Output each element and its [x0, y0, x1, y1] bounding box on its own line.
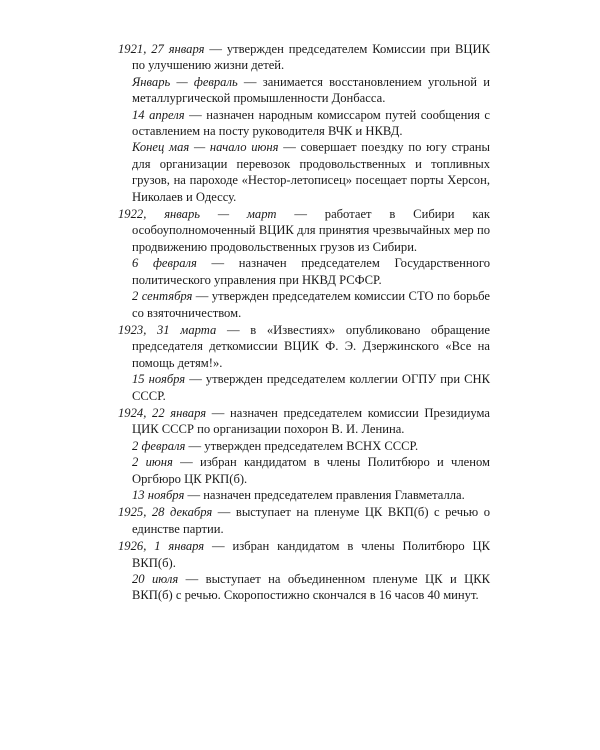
sub-text: — занимается восстановлением угольной и металлургической промышленности Донбасса. [132, 74, 490, 106]
sub-text: — совершает поездку по югу страны для организации перевозок продовольственных и топливных грузов, на пароходе «Нестор-летописец» посещает порты Херсон, Николаев и Одессу. [132, 140, 491, 204]
entry-paragraph [118, 322, 490, 371]
sub-paragraph [118, 487, 490, 503]
sub-date: 2 июня [132, 455, 173, 470]
sub-text: — назначен народным комиссаром путей сообщения с оставлением на посту руководителя ВЧК и НКВД. [132, 107, 490, 139]
sub-paragraph [118, 438, 490, 454]
entry-1922 [118, 206, 490, 321]
sub-paragraph [118, 454, 490, 487]
sub-paragraph [118, 107, 490, 140]
sub-date: 20 июля [132, 572, 179, 586]
sub-text: — утвержден председателем ВСНХ СССР. [185, 438, 419, 453]
entry-text: — избран кандидатом в члены Политбюро ЦК ВКП(б). [132, 539, 490, 570]
sub-date: 6 февраля [132, 256, 197, 271]
sub-text: — выступает на объединенном пленуме ЦК и ЦКК ВКП(б) с речью. Скоропостижно скончался в 16 часов 40 минут. [132, 572, 490, 603]
sub-paragraph [118, 371, 490, 404]
sub-date: 2 сентября [132, 289, 193, 304]
sub-text: — назначен председателем правления Главметалла. [184, 487, 465, 502]
entry-text: — в «Известиях» опубликовано обращение председателя деткомиссии ВЦИК Ф. Э. Дзержинского «Все на помощь детям!». [132, 322, 490, 370]
entry-paragraph [118, 538, 490, 571]
entry-date: 1926, 1 января [118, 539, 205, 554]
sub-paragraph [118, 74, 490, 107]
entry-1925 [118, 504, 490, 537]
entry-paragraph [118, 41, 490, 74]
chronology-page [118, 41, 490, 605]
sub-date: 2 февраля [132, 438, 186, 453]
entry-text: — назначен председателем комиссии Президиума ЦИК СССР по организации похорон В. И. Ленина. [132, 405, 490, 437]
sub-text: — назначен председателем Государственного политического управления при НКВД РСФСР. [132, 256, 490, 287]
entry-text: — утвержден председателем Комиссии при ВЦИК по улучшению жизни детей. [132, 42, 490, 73]
sub-paragraph [118, 288, 490, 321]
sub-date: 13 ноября [132, 487, 185, 502]
entry-paragraph [118, 504, 490, 537]
sub-paragraph [118, 571, 490, 604]
entry-date: 1924, 22 января [118, 405, 207, 420]
entry-1926 [118, 538, 490, 604]
entry-text: — работает в Сибири как особоуполномоченный ВЦИК для принятия чрезвычайных мер по продвижению продовольственных грузов из Сибири. [132, 207, 490, 254]
entry-date: 1923, 31 марта [118, 322, 217, 337]
sub-text: — утвержден председателем коллегии ОГПУ при СНК СССР. [132, 372, 491, 403]
entry-date: 1921, 27 января [118, 42, 205, 56]
sub-date: Январь — февраль [132, 74, 238, 89]
entry-text: — выступает на пленуме ЦК ВКП(б) с речью о единстве партии. [132, 505, 490, 536]
entry-1923 [118, 322, 490, 404]
entry-1924 [118, 405, 490, 503]
entry-date: 1922, январь — март [118, 207, 277, 222]
sub-text: — избран кандидатом в члены Политбюро и членом Оргбюро ЦК РКП(б). [132, 455, 490, 486]
entry-paragraph [118, 405, 490, 438]
sub-text: — утвержден председателем комиссии СТО по борьбе со взяточничеством. [132, 289, 490, 320]
sub-paragraph [118, 255, 490, 288]
sub-date: 15 ноября [132, 372, 186, 387]
entry-date: 1925, 28 декабря [118, 505, 213, 520]
entry-paragraph [118, 206, 490, 255]
entry-1921 [118, 41, 490, 205]
sub-date: Конец мая — начало июня [132, 140, 279, 155]
sub-date: 14 апреля [132, 107, 185, 122]
sub-paragraph [118, 139, 490, 205]
